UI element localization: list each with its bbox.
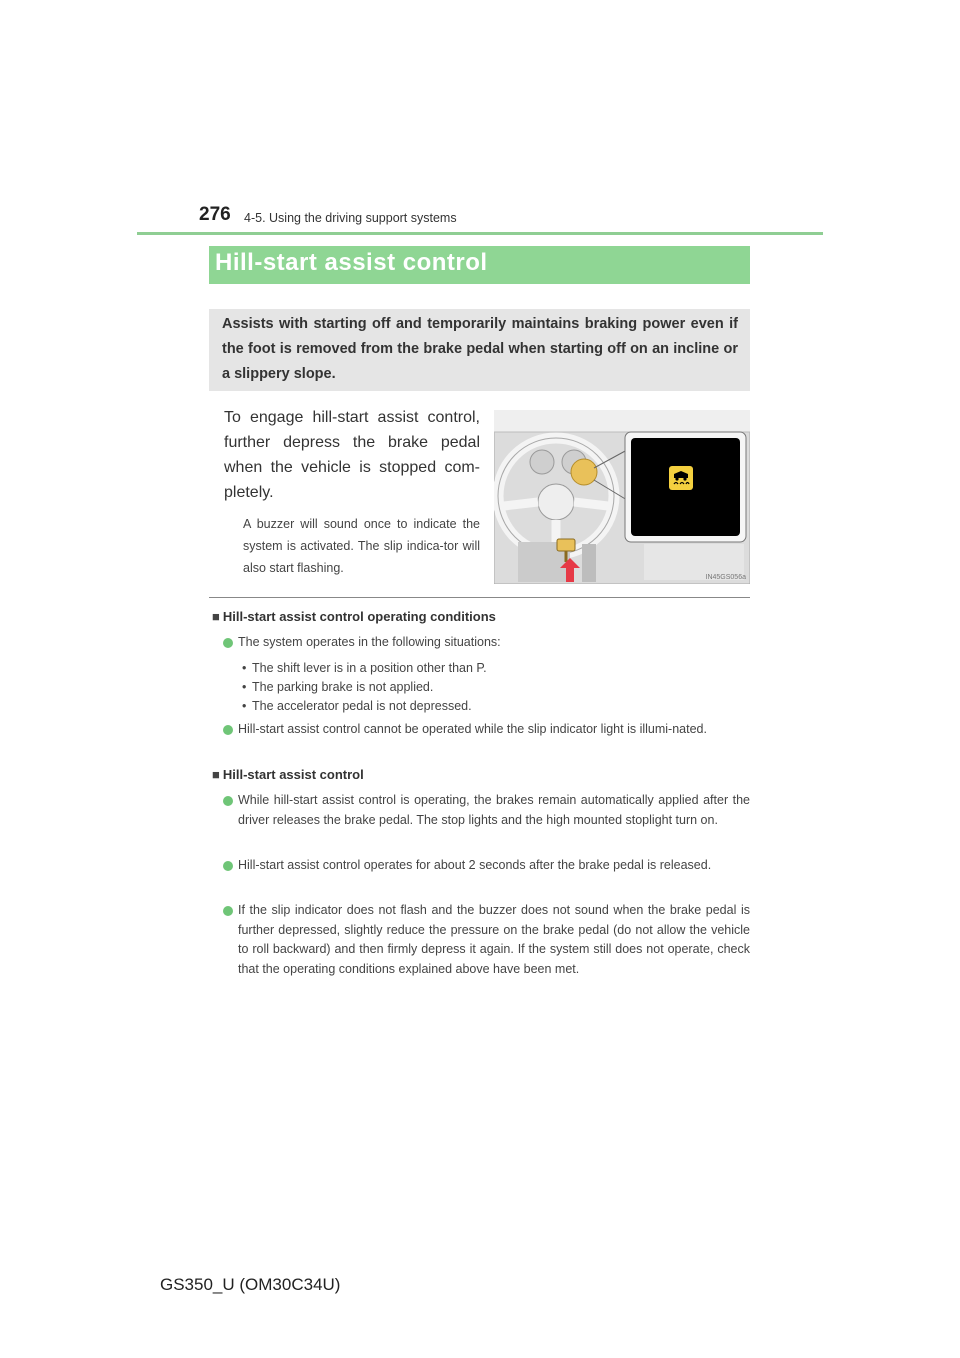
summary-text: Assists with starting off and temporarily maintains braking power even if the foot is removed from the brake pedal when starting off on an incline or a slippery slope. bbox=[222, 316, 738, 382]
bullet-dot-icon bbox=[223, 796, 233, 806]
list-item: Hill-start assist control operates for about 2 seconds after the brake pedal is released. bbox=[238, 856, 750, 876]
title-bar bbox=[209, 246, 750, 284]
intro-note: A buzzer will sound once to indicate the system is activated. The slip indica-tor will also start flashing. bbox=[243, 517, 480, 575]
content-rule bbox=[209, 597, 750, 598]
section-label: 4-5. Using the driving support systems bbox=[244, 211, 457, 225]
section-heading-operating-conditions: ■ Hill-start assist control operating conditions bbox=[212, 609, 496, 624]
page-number: 276 bbox=[199, 204, 231, 225]
square-bullet-icon: ■ bbox=[212, 609, 220, 624]
sub-list-item: • The shift lever is in a position other than P. bbox=[242, 661, 487, 675]
illustration-code: IN45GS056a bbox=[705, 574, 746, 581]
bullet-dot-icon bbox=[223, 638, 233, 648]
list-item: Hill-start assist control cannot be operated while the slip indicator light is illumi-nated. bbox=[238, 720, 750, 740]
page-title: Hill-start assist control bbox=[215, 249, 488, 276]
sub-list-item: • The accelerator pedal is not depressed. bbox=[242, 699, 472, 713]
bullet-dot-icon bbox=[223, 861, 233, 871]
list-item: The system operates in the following situations: bbox=[238, 633, 750, 653]
slip-indicator-icon bbox=[669, 466, 693, 490]
summary-box bbox=[209, 309, 750, 391]
square-bullet-icon: ■ bbox=[212, 767, 220, 782]
footer-model-code: GS350_U (OM30C34U) bbox=[160, 1275, 341, 1294]
intro-text: To engage hill-start assist control, further depress the brake pedal when the vehicle is stopped com-pletely. bbox=[224, 409, 480, 501]
section-heading-hill-start: ■ Hill-start assist control bbox=[212, 767, 364, 782]
sub-list-item: • The parking brake is not applied. bbox=[242, 680, 434, 694]
header-rule bbox=[137, 232, 823, 235]
bullet-dot-icon bbox=[223, 906, 233, 916]
bullet-dot-icon bbox=[223, 725, 233, 735]
dashboard-illustration bbox=[494, 410, 750, 584]
list-item: While hill-start assist control is operating, the brakes remain automatically applied after the driver releases the brake pedal. The stop lights and the high mounted stoplight turn on. bbox=[238, 791, 750, 830]
list-item: If the slip indicator does not flash and the buzzer does not sound when the brake pedal is further depressed, slightly reduce the pressure on the brake pedal (do not allow the vehicle to roll backward) and then firmly depress it again. If the system still does not operate, check that the operating conditions explained above have been met. bbox=[238, 901, 750, 979]
